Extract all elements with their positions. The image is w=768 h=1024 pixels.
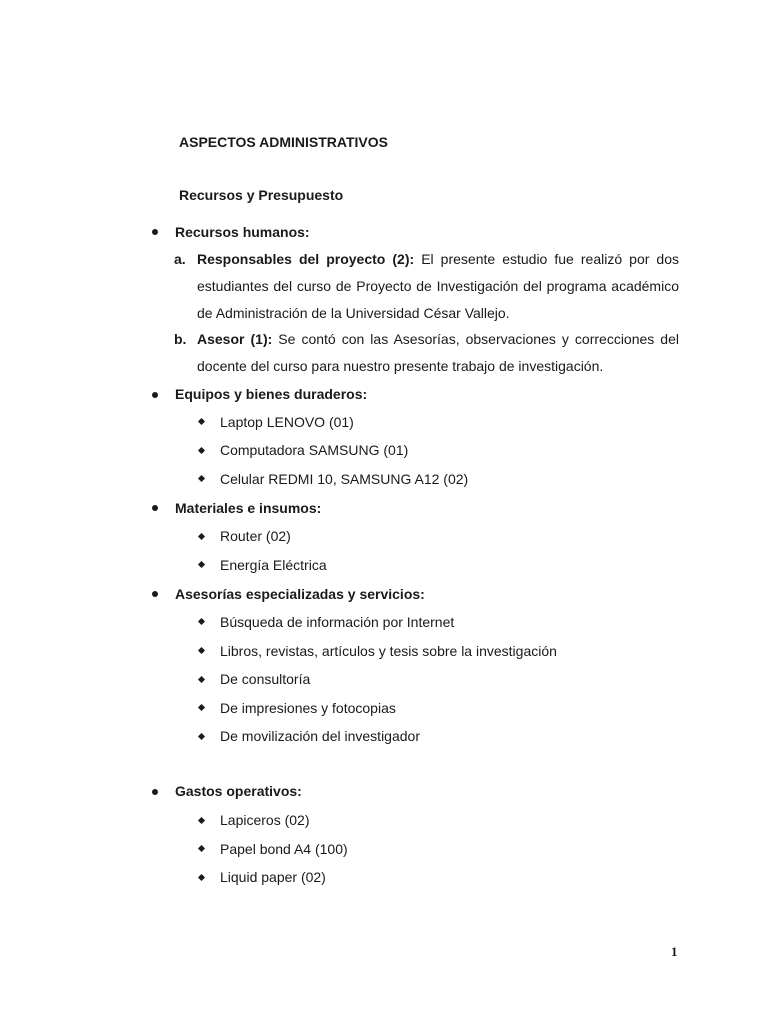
page-title: ASPECTOS ADMINISTRATIVOS <box>179 134 388 150</box>
list-item: Laptop LENOVO (01) <box>220 414 354 430</box>
list-item: De consultoría <box>220 671 311 687</box>
list-item: De impresiones y fotocopias <box>220 700 396 716</box>
bullet-icon <box>152 789 158 795</box>
page-number: 1 <box>671 944 678 959</box>
list-item: Búsqueda de información por Internet <box>220 614 455 630</box>
section-heading-materiales: Materiales e insumos: <box>175 500 322 516</box>
section-heading-asesorias: Asesorías especializadas y servicios: <box>175 586 425 602</box>
list-item: Lapiceros (02) <box>220 812 310 828</box>
bullet-icon <box>152 591 158 597</box>
bullet-icon <box>152 505 158 511</box>
list-item: Liquid paper (02) <box>220 869 326 885</box>
list-item: De movilización del investigador <box>220 728 420 744</box>
diamond-bullet-icon <box>198 418 205 425</box>
diamond-bullet-icon <box>198 447 205 454</box>
diamond-bullet-icon <box>198 618 205 625</box>
list-item: Papel bond A4 (100) <box>220 841 348 857</box>
diamond-bullet-icon <box>198 647 205 654</box>
section-heading-recursos-humanos: Recursos humanos: <box>175 224 310 240</box>
subitem-paragraph-responsables <box>197 246 679 327</box>
subitem-lead-asesor: Asesor (1): <box>197 331 273 347</box>
section-subtitle: Recursos y Presupuesto <box>179 187 344 203</box>
list-item: Energía Eléctrica <box>220 557 327 573</box>
subitem-lead-responsables: Responsables del proyecto (2): <box>197 251 415 267</box>
subitem-marker-a: a. <box>174 251 186 267</box>
list-item: Celular REDMI 10, SAMSUNG A12 (02) <box>220 471 469 487</box>
diamond-bullet-icon <box>198 561 205 568</box>
diamond-bullet-icon <box>198 817 205 824</box>
section-heading-equipos: Equipos y bienes duraderos: <box>175 386 368 402</box>
subitem-text-responsables: El presente estudio fue realizó por dos estudiantes del curso de Proyecto de Investigación del programa académico de Administración de la Universidad César Vallejo. <box>197 251 679 321</box>
diamond-bullet-icon <box>198 676 205 683</box>
diamond-bullet-icon <box>198 704 205 711</box>
diamond-bullet-icon <box>198 475 205 482</box>
bullet-icon <box>152 392 158 398</box>
diamond-bullet-icon <box>198 874 205 881</box>
subitem-text-asesor: Se contó con las Asesorías, observaciones y correcciones del docente del curso para nuestro presente trabajo de investigación. <box>197 331 679 374</box>
list-item: Libros, revistas, artículos y tesis sobre la investigación <box>220 643 557 659</box>
bullet-icon <box>152 229 158 235</box>
section-heading-gastos: Gastos operativos: <box>175 783 302 799</box>
list-item: Router (02) <box>220 528 291 544</box>
subitem-paragraph-asesor <box>197 326 679 380</box>
diamond-bullet-icon <box>198 733 205 740</box>
diamond-bullet-icon <box>198 533 205 540</box>
subitem-marker-b: b. <box>174 331 187 347</box>
list-item: Computadora SAMSUNG (01) <box>220 442 409 458</box>
diamond-bullet-icon <box>198 845 205 852</box>
